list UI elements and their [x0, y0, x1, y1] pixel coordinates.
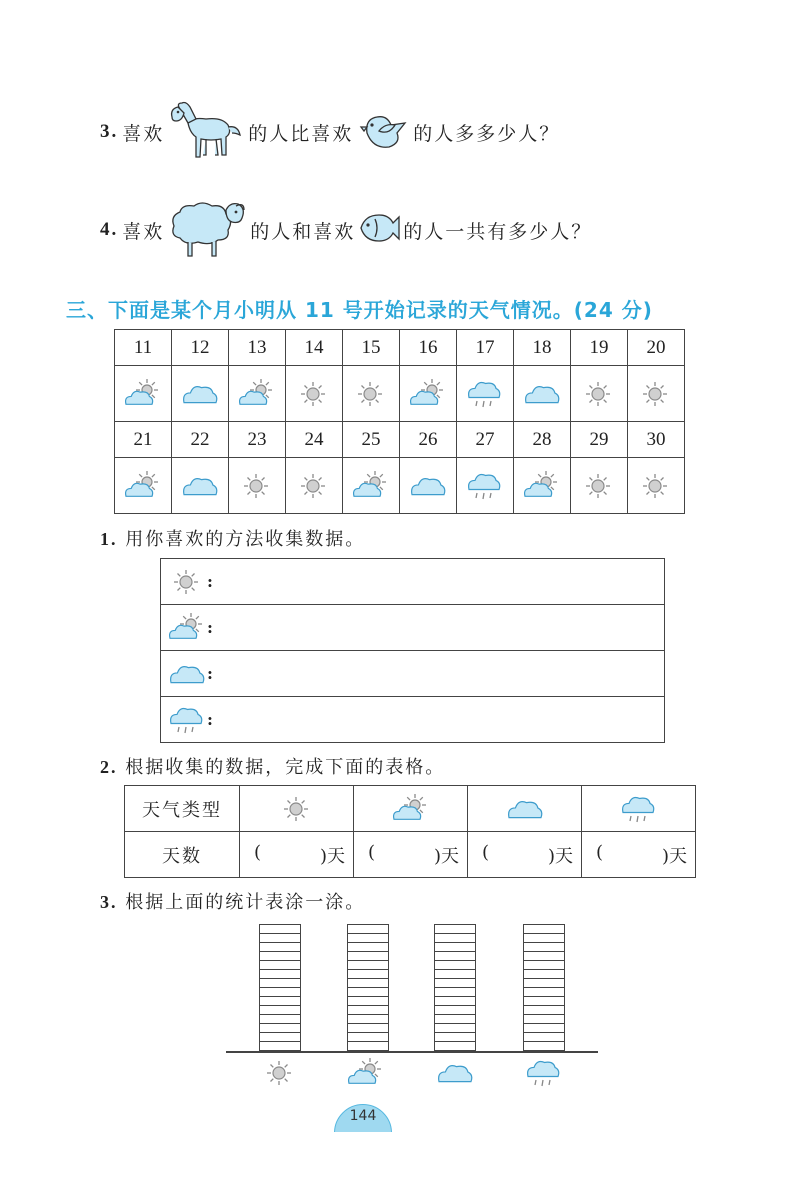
- days-answer-cell[interactable]: [354, 832, 468, 878]
- collection-row-cloudy[interactable]: [161, 651, 664, 697]
- weather-type-header: 天气类型: [125, 786, 240, 832]
- colon-label: :: [207, 664, 213, 683]
- day-cell: 25: [343, 422, 400, 458]
- table-row: [115, 366, 685, 422]
- cloudy-icon: [172, 366, 229, 422]
- data-collection-box: [160, 558, 665, 743]
- day-cell: 22: [172, 422, 229, 458]
- question-4: [100, 200, 592, 260]
- collection-row-rainy[interactable]: [161, 697, 664, 742]
- rainy-icon: [582, 786, 696, 832]
- day-cell: 18: [514, 330, 571, 366]
- day-cell: 28: [514, 422, 571, 458]
- collection-row-sunny[interactable]: [161, 559, 664, 605]
- question-text: 用你喜欢的方法收集数据。: [125, 529, 366, 550]
- question-text: 根据收集的数据，完成下面的表格。: [125, 757, 446, 778]
- day-cell: 19: [571, 330, 628, 366]
- rainy-icon: [169, 705, 205, 735]
- question-text: 的人比喜欢: [248, 122, 354, 145]
- paren-close-unit: )天: [319, 845, 345, 867]
- question-text: 的人和喜欢: [250, 220, 356, 243]
- statistics-table: [124, 785, 696, 878]
- paren-open: (: [368, 841, 376, 863]
- paren-open: (: [254, 841, 262, 863]
- cloudy-icon: [172, 458, 229, 514]
- table-row: [115, 422, 685, 458]
- question-text: 的人一共有多少人？: [403, 220, 593, 243]
- partly-cloudy-icon: [348, 1058, 384, 1088]
- sunny-icon: [286, 366, 343, 422]
- table-row: [125, 786, 696, 832]
- day-cell: 23: [229, 422, 286, 458]
- page-number: 144: [349, 1108, 377, 1124]
- days-header: 天数: [125, 832, 240, 878]
- days-answer-cell[interactable]: [582, 832, 696, 878]
- sub-question-2: [100, 753, 445, 779]
- cloudy-icon: [169, 659, 205, 689]
- partly-cloudy-icon: [354, 786, 468, 832]
- horse-icon: [166, 99, 246, 166]
- colon-label: :: [207, 710, 213, 729]
- sunny-icon: [169, 567, 205, 597]
- day-cell: 30: [628, 422, 685, 458]
- sheep-icon: [166, 196, 248, 265]
- cloudy-icon: [468, 786, 582, 832]
- question-number: 3.: [100, 121, 119, 142]
- sunny-icon: [240, 786, 354, 832]
- bar-chart-axis: [226, 1051, 598, 1053]
- table-row: [125, 832, 696, 878]
- rainy-icon: [457, 366, 514, 422]
- question-text: 的人多多少人？: [413, 122, 561, 145]
- rainy-icon: [457, 458, 514, 514]
- day-cell: 15: [343, 330, 400, 366]
- bar-column-rainy[interactable]: [523, 924, 565, 1051]
- question-number: 2.: [100, 757, 118, 777]
- sunny-icon: [343, 366, 400, 422]
- bar-column-sunny[interactable]: [259, 924, 301, 1051]
- partly-cloudy-icon: [343, 458, 400, 514]
- table-row: [115, 330, 685, 366]
- weather-record-table: [114, 329, 685, 514]
- days-answer-cell[interactable]: [240, 832, 354, 878]
- day-cell: 12: [172, 330, 229, 366]
- partly-cloudy-icon: [514, 458, 571, 514]
- sunny-icon: [262, 1058, 298, 1088]
- sunny-icon: [229, 458, 286, 514]
- bar-column-cloudy[interactable]: [434, 924, 476, 1051]
- bird-icon: [355, 105, 411, 160]
- day-cell: 24: [286, 422, 343, 458]
- paren-open: (: [596, 841, 604, 863]
- day-cell: 29: [571, 422, 628, 458]
- partly-cloudy-icon: [115, 458, 172, 514]
- fish-icon: [357, 209, 401, 252]
- sunny-icon: [628, 366, 685, 422]
- question-number: 1.: [100, 529, 118, 549]
- cloudy-icon: [514, 366, 571, 422]
- colon-label: :: [207, 618, 213, 637]
- partly-cloudy-icon: [400, 366, 457, 422]
- question-text: 根据上面的统计表涂一涂。: [125, 892, 366, 913]
- day-cell: 27: [457, 422, 514, 458]
- cloudy-icon: [400, 458, 457, 514]
- colon-label: :: [207, 572, 213, 591]
- day-cell: 17: [457, 330, 514, 366]
- sunny-icon: [571, 458, 628, 514]
- section-title: 三、下面是某个月小明从 11 号开始记录的天气情况。(24 分): [66, 298, 653, 322]
- table-row: [115, 458, 685, 514]
- cloudy-icon: [437, 1058, 473, 1088]
- day-cell: 11: [115, 330, 172, 366]
- bar-column-partly-cloudy[interactable]: [347, 924, 389, 1051]
- days-answer-cell[interactable]: [468, 832, 582, 878]
- sunny-icon: [286, 458, 343, 514]
- question-number: 3.: [100, 892, 118, 912]
- page-number-badge: [334, 1104, 392, 1132]
- question-number: 4.: [100, 219, 119, 240]
- sub-question-1: [100, 525, 365, 551]
- sunny-icon: [628, 458, 685, 514]
- paren-open: (: [482, 841, 490, 863]
- partly-cloudy-icon: [229, 366, 286, 422]
- day-cell: 13: [229, 330, 286, 366]
- day-cell: 16: [400, 330, 457, 366]
- partly-cloudy-icon: [115, 366, 172, 422]
- paren-close-unit: )天: [433, 845, 459, 867]
- day-cell: 20: [628, 330, 685, 366]
- collection-row-partly-cloudy[interactable]: [161, 605, 664, 651]
- day-cell: 14: [286, 330, 343, 366]
- paren-close-unit: )天: [547, 845, 573, 867]
- question-text: 喜欢: [122, 220, 165, 243]
- day-cell: 21: [115, 422, 172, 458]
- sunny-icon: [571, 366, 628, 422]
- partly-cloudy-icon: [169, 613, 205, 643]
- rainy-icon: [526, 1058, 562, 1088]
- question-text: 喜欢: [122, 122, 165, 145]
- day-cell: 26: [400, 422, 457, 458]
- sub-question-3: [100, 888, 365, 914]
- paren-close-unit: )天: [661, 845, 687, 867]
- question-3: [100, 102, 560, 162]
